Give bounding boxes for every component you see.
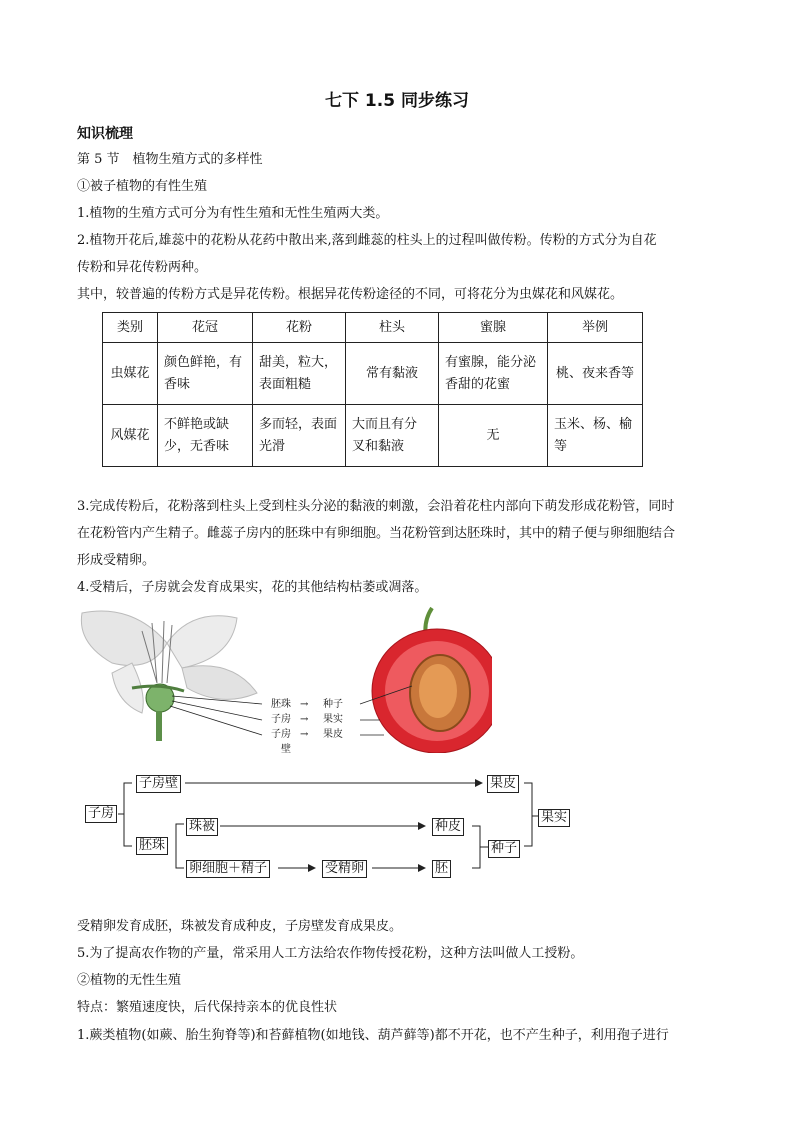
flow-box-guopi: 果皮: [487, 775, 519, 793]
flow-box-luan: 卵细胞＋精子: [186, 860, 270, 878]
paragraph-2a: 2.植物开花后,雄蕊中的花粉从花药中散出来,落到雌蕊的柱头上的过程叫做传粉。传粉的方式分为自花: [77, 233, 657, 248]
flow-box-guoshi: 果实: [538, 809, 570, 827]
part-two-heading: ②植物的无性生殖: [77, 973, 182, 988]
table-row: [103, 405, 643, 467]
paragraph-3c: 形成受精卵。: [77, 553, 156, 568]
section-heading: 知识梳理: [77, 126, 133, 142]
label-zifangbi: 子房壁: [271, 729, 291, 755]
flow-box-zifangbi: 子房壁: [136, 775, 181, 793]
cell-line: 少，无香味: [164, 438, 230, 454]
figure-arrows: [300, 697, 308, 742]
table-cell: [439, 343, 548, 405]
paragraph-2b: 传粉和异花传粉两种。: [77, 260, 208, 275]
paragraph-6: 特点：繁殖速度快，后代保持亲本的优良性状: [77, 1000, 338, 1015]
cell-line: 不鲜艳或缺: [164, 416, 230, 432]
paragraph-1: 1.植物的生殖方式可分为有性生殖和无性生殖两大类。: [77, 206, 389, 221]
table-row: [103, 343, 643, 405]
flow-box-peizhu: 胚珠: [136, 837, 168, 855]
cell-line: 颜色鲜艳，有: [164, 354, 243, 370]
cell-line: 多而轻，表面: [259, 416, 338, 432]
table-cell: [158, 405, 253, 467]
arrow-glyph: →: [300, 714, 309, 725]
table-header-row: [103, 313, 643, 343]
cell-line: 叉和黏液: [352, 438, 405, 454]
flow-box-zifang: 子房: [85, 805, 117, 823]
table-header: 类别: [103, 313, 158, 343]
paragraph-3a: 3.完成传粉后，花粉落到柱头上受到柱头分泌的黏液的刺激，会沿着花柱内部向下萌发形成花粉管，同时: [77, 499, 675, 514]
table-cell: 风媒花: [103, 405, 158, 467]
table-header: 柱头: [346, 313, 439, 343]
flower-comparison-table: [102, 312, 643, 467]
cell-line: 香甜的花蜜: [445, 376, 511, 392]
table-cell: 常有黏液: [346, 343, 439, 405]
label-zhongzi: 种子: [323, 699, 343, 710]
cell-line: 表面粗糙: [259, 376, 312, 392]
figure-right-labels: [323, 697, 343, 742]
table-cell: [548, 405, 643, 467]
cell-line: 香味: [164, 376, 191, 392]
table-cell: [253, 405, 346, 467]
figure-left-labels: [263, 697, 291, 757]
section-subtitle: 第 5 节 植物生殖方式的多样性: [77, 152, 263, 167]
label-peizhu: 胚珠: [271, 699, 291, 710]
cell-line: 等: [554, 438, 568, 454]
paragraph-7: 1.蕨类植物(如蕨、胎生狗脊等)和苔藓植物(如地钱、葫芦藓等)都不开花，也不产生种子，利用孢子进行: [77, 1028, 669, 1043]
flow-box-shoujingluan: 受精卵: [322, 860, 367, 878]
flow-box-zhubei: 珠被: [186, 818, 218, 836]
flow-box-zhongzi: 种子: [488, 840, 520, 858]
cell-line: 有蜜腺，能分泌: [445, 354, 537, 370]
cell-line: 甜美，粒大，: [259, 354, 338, 370]
arrow-glyph: →: [300, 729, 309, 740]
cherry-drawing: [372, 608, 492, 753]
label-guopi: 果皮: [323, 729, 343, 740]
label-zifang: 子房: [271, 714, 291, 725]
flower-drawing: [81, 611, 257, 741]
table-cell: [253, 343, 346, 405]
cell-line: 大而且有分: [352, 416, 418, 432]
paragraph-3b: 在花粉管内产生精子。雌蕊子房内的胚珠中有卵细胞。当花粉管到达胚珠时，其中的精子便与卵细胞结合: [77, 526, 676, 541]
cell-line: 玉米、杨、榆: [554, 416, 633, 432]
table-header: 蜜腺: [439, 313, 548, 343]
flow-box-zhongpi: 种皮: [432, 818, 464, 836]
part-one-heading: ①被子植物的有性生殖: [77, 179, 208, 194]
cell-line: 光滑: [259, 438, 286, 454]
table-header: 花冠: [158, 313, 253, 343]
arrow-glyph: →: [300, 699, 309, 710]
table-cell: [346, 405, 439, 467]
paragraph-2c: 其中，较普遍的传粉方式是异花传粉。根据异花传粉途径的不同，可将花分为虫媒花和风媒花。: [77, 287, 624, 302]
table-cell: 虫媒花: [103, 343, 158, 405]
page-title: 七下 1.5 同步练习: [325, 91, 469, 111]
paragraph-5a: 受精卵发育成胚，珠被发育成种皮，子房壁发育成果皮。: [77, 919, 403, 934]
paragraph-4: 4.受精后，子房就会发育成果实，花的其他结构枯萎或凋落。: [77, 580, 428, 595]
label-guoshi: 果实: [323, 714, 343, 725]
table-cell: [158, 343, 253, 405]
table-header: 举例: [548, 313, 643, 343]
table-cell: 无: [439, 405, 548, 467]
flow-box-pei: 胚: [432, 860, 451, 878]
table-header: 花粉: [253, 313, 346, 343]
table-cell: 桃、夜来香等: [548, 343, 643, 405]
paragraph-5b: 5.为了提高农作物的产量，常采用人工方法给农作物传授花粉，这种方法叫做人工授粉。: [77, 946, 584, 961]
